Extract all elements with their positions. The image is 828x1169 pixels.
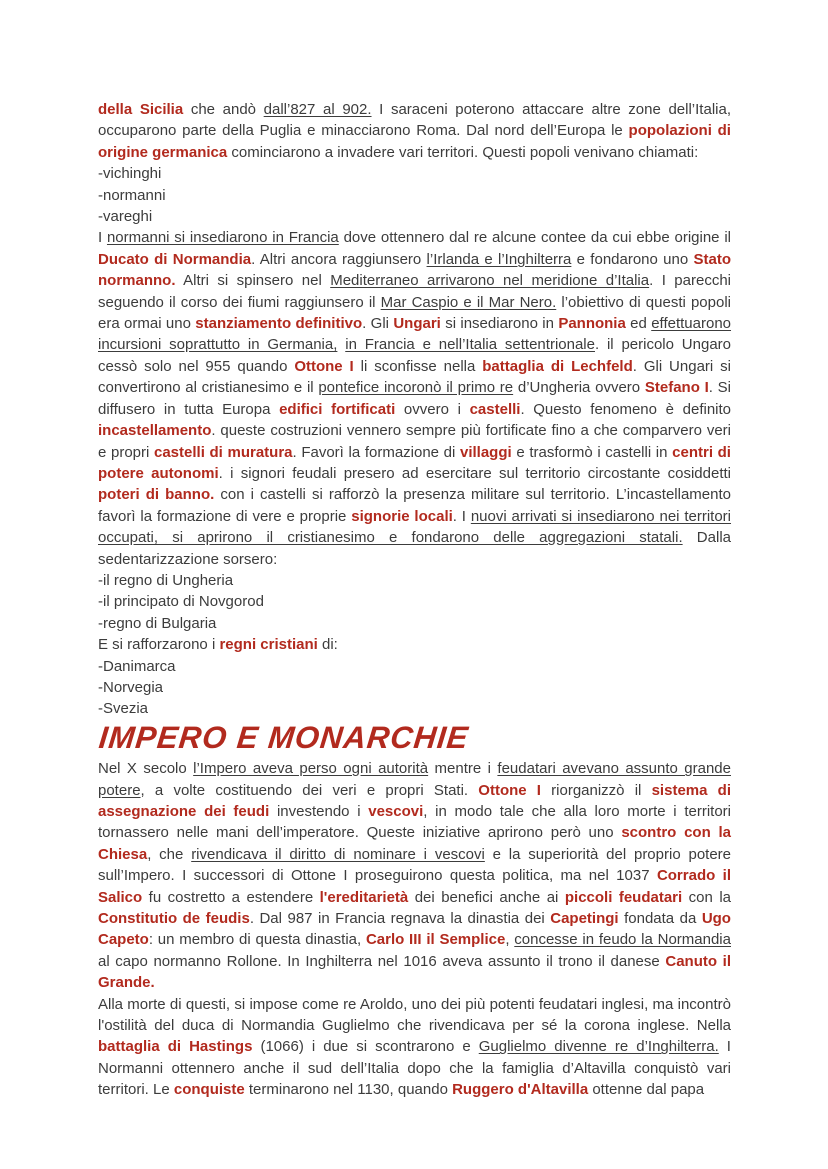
body-text: l’obiettivo di questi popoli era ormai uno [98, 293, 731, 333]
body-text: -vichinghi [98, 165, 162, 183]
underlined-text: Mar Caspio e il Mar Nero. [380, 293, 557, 311]
paragraph [98, 227, 731, 570]
highlight-text: sistema di assegnazione dei feudi [98, 781, 731, 820]
body-text: , in modo tale che alla loro morte i territori tornassero nelle mani dell’imperatore. Queste iniziative aprirono però uno [98, 803, 731, 842]
body-text: , a volte costituendo dei veri e propri Stati. [140, 781, 479, 799]
body-text: cominciarono a invadere vari territori. Questi popoli venivano chiamati: [227, 143, 699, 161]
body-text: Dalla sedentarizzazione sorsero: [98, 529, 731, 568]
body-text: . il pericolo Ungaro cessò solo nel 955 quando [98, 336, 732, 375]
body-text: . i signori feudali presero ad esercitare sul territorio circostante cosiddetti [218, 464, 731, 482]
body-text: . Dal 987 in Francia regnava la dinastia dei [249, 910, 551, 928]
list-line [98, 613, 731, 634]
body-text: di: [317, 636, 338, 654]
highlight-text: vescovi [368, 803, 424, 820]
body-text: e trasformò i castelli in [511, 443, 673, 461]
body-text: fu costretto a estendere [142, 888, 320, 906]
highlight-text: conquiste [173, 1081, 245, 1099]
highlight-text: Stefano I [644, 379, 709, 397]
underlined-text: Guglielmo divenne re d’Inghilterra. [478, 1038, 719, 1056]
highlight-text: battaglia di Lechfeld [482, 357, 633, 375]
body-text: . I parecchi seguendo il corso dei fiumi raggiunsero il [98, 272, 732, 311]
highlight-text: Ottone I [478, 781, 541, 799]
body-text: : un membro di questa dinastia, [148, 931, 366, 949]
highlight-text: castelli di muratura [154, 443, 293, 461]
list-line [98, 570, 731, 591]
underlined-text: in Francia e nell’Italia settentrionale [345, 336, 595, 354]
body-text: -il regno di Ungheria [98, 571, 234, 589]
highlight-text: poteri di banno. [98, 486, 215, 504]
underlined-text: feudatari avevano assunto grande potere [98, 760, 731, 799]
body-text: fondata da [618, 910, 702, 928]
body-text: (1066) i due si scontrarono e [252, 1038, 479, 1056]
body-text: con la [682, 888, 732, 906]
underlined-text: rivendicava il diritto di nominare i vescovi [191, 845, 485, 863]
body-text: Nel X secolo [98, 760, 194, 778]
body-text: -Norvegia [98, 678, 164, 696]
underlined-text: l’Irlanda e l’Inghilterra [426, 250, 572, 268]
body-text: si insediarono in [440, 315, 559, 333]
list-line [98, 206, 731, 227]
list-line [98, 698, 731, 719]
highlight-text: Capetingi [550, 910, 619, 928]
highlight-text: Constitutio de feudis [98, 910, 250, 928]
body-text: -il principato di Novgorod [98, 593, 264, 611]
body-text: con i castelli si rafforzò la presenza militare sul territorio. L’incastellamento favorì la formazione di vere e proprie [98, 486, 731, 525]
underlined-text: concesse in feudo la Normandia [514, 931, 731, 949]
body-text: . Questo fenomeno è definito [520, 400, 732, 418]
list-line [98, 677, 731, 698]
highlight-text: della Sicilia [98, 101, 184, 118]
body-text: dei benefici anche ai [408, 888, 565, 906]
body-text: ottenne dal papa [588, 1081, 705, 1099]
highlight-text: Corrado il Salico [98, 867, 731, 906]
body-text: , [505, 931, 515, 949]
body-text: al capo normanno Rollone. In Inghilterra nel 1016 aveva assunto il trono il danese [98, 952, 666, 970]
underlined-text: pontefice incoronò il primo re [318, 379, 514, 397]
body-text: I [98, 229, 107, 247]
body-text: . Favorì la formazione di [292, 443, 460, 461]
body-text: dove ottennero dal re alcune contee da cui ebbe origine il [338, 229, 731, 247]
body-text: -Danimarca [98, 657, 176, 675]
highlight-text: centri di potere autonomi [98, 443, 731, 482]
highlight-text: Pannonia [558, 315, 626, 333]
highlight-text: popolazioni di origine germanica [98, 122, 731, 161]
list-line [98, 591, 731, 612]
body-text: terminarono nel 1130, quando [244, 1081, 453, 1099]
highlight-text: l'ereditarietà [319, 888, 409, 906]
body-text: -vareghi [98, 208, 153, 226]
list-line [98, 163, 731, 184]
body-text: I Normanni ottennero anche il sud dell’Italia dopo che la famiglia d’Altavilla conquistò vari territori. Le [98, 1038, 731, 1099]
document-content [98, 99, 731, 1101]
highlight-text: Ducato di Normandia [98, 250, 252, 268]
highlight-text: stanziamento definitivo [195, 315, 363, 333]
body-text: . Si diffusero in tutta Europa [98, 379, 731, 418]
body-text: . queste costruzioni vennero sempre più fortificate fino a che comparvero veri e propri [98, 422, 731, 461]
paragraph [98, 634, 731, 655]
highlight-text: scontro con la Chiesa [98, 824, 731, 863]
body-text: E si rafforzarono i [98, 636, 220, 654]
highlight-text: Stato normanno. [98, 250, 731, 290]
underlined-text: nuovi arrivati si insediarono nei territori occupati, si aprirono il cristianesimo e fondarono delle aggregazioni statali. [98, 507, 732, 547]
paragraph [98, 99, 731, 163]
underlined-text: normanni si insediarono in Francia [106, 229, 339, 247]
body-text: . Gli Ungari si convertirono al cristianesimo e il [98, 357, 731, 397]
underlined-text: Mediterraneo arrivarono nel meridione d’Italia [330, 272, 650, 290]
body-text: e la superiorità del proprio potere sull’Impero. I successori di Ottone I proseguirono questa politica, ma nel 1037 [98, 845, 732, 885]
highlight-text: Canuto il Grande. [98, 952, 731, 992]
body-text: riorganizzò il [540, 781, 652, 799]
body-text: . Gli [362, 315, 394, 333]
highlight-text: Ottone I [294, 357, 354, 375]
highlight-text: battaglia di Hastings [98, 1038, 253, 1056]
underlined-text: effettuarono incursioni soprattutto in Germania, [98, 315, 732, 354]
body-text: -normanni [98, 186, 166, 204]
body-text: che andò [183, 101, 264, 118]
body-text: mentre i [428, 760, 498, 778]
body-text: ovvero i [395, 400, 470, 418]
highlight-text: edifici fortificati [279, 400, 396, 418]
paragraph [98, 758, 731, 993]
body-text: investendo i [269, 803, 369, 820]
highlight-text: Ungari [393, 315, 441, 333]
body-text: Alla morte di questi, si impose come re Aroldo, uno dei più potenti feudatari inglesi, ma incontrò l'ostilità del duca di Normandia Guglielmo che rivendicava per sé la corona inglese. Nella [98, 995, 731, 1035]
highlight-text: villaggi [460, 443, 512, 461]
underlined-text: dall’827 al 902. [263, 101, 372, 118]
body-text: -Svezia [98, 700, 149, 718]
list-line [98, 185, 731, 206]
highlight-text: castelli [469, 400, 521, 418]
list-line [98, 656, 731, 677]
body-text: d’Ungheria ovvero [513, 379, 645, 397]
body-text: , che [147, 845, 192, 863]
body-text: e fondarono uno [571, 250, 694, 268]
highlight-text: Ugo Capeto [98, 910, 731, 949]
highlight-text: Carlo III il Semplice [365, 931, 506, 949]
paragraph [98, 994, 731, 1101]
section-heading: IMPERO E MONARCHIE [97, 719, 471, 755]
body-text: I saraceni poterono attaccare altre zone dell’Italia, occuparono parte della Puglia e minacciarono Roma. Dal nord dell’Europa le [98, 101, 731, 140]
body-text: . I [452, 507, 471, 525]
highlight-text: regni cristiani [219, 636, 318, 654]
highlight-text: piccoli feudatari [564, 888, 683, 906]
highlight-text: incastellamento [98, 422, 212, 440]
highlight-text: signorie locali [351, 507, 453, 525]
body-text: -regno di Bulgaria [98, 614, 217, 632]
highlight-text: Ruggero d'Altavilla [452, 1081, 589, 1099]
body-text: ed [625, 315, 652, 333]
underlined-text: l’Impero aveva perso ogni autorità [193, 760, 429, 778]
body-text: . Altri ancora raggiunsero [251, 250, 427, 268]
body-text: li sconfisse nella [353, 357, 483, 375]
body-text: Altri si spinsero nel [175, 272, 331, 290]
